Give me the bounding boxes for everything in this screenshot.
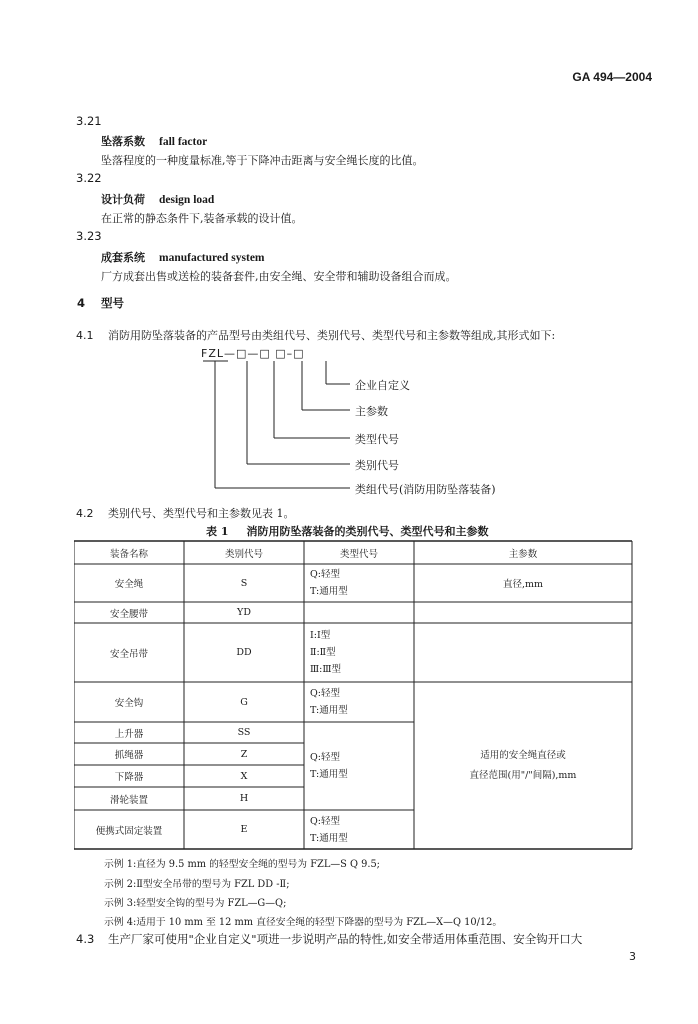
cell-code: S xyxy=(240,577,248,589)
table-caption xyxy=(206,523,488,539)
cell-code: DD xyxy=(236,647,252,658)
cell-param xyxy=(414,722,632,810)
cell-code: YD xyxy=(237,607,251,618)
cell-name: 上升器 xyxy=(114,728,144,740)
term-number: 3.21 xyxy=(76,114,102,128)
term-en: design load xyxy=(159,194,215,206)
cell-code: Z xyxy=(240,748,248,760)
type-line: Q:轻型 xyxy=(310,569,340,580)
type-line: Q:轻型 xyxy=(310,688,340,699)
cell-code: X xyxy=(240,770,248,782)
type-line: Q:轻型 xyxy=(310,815,340,827)
cell-type xyxy=(310,623,414,682)
term-definition: 坠落程度的一种度量标准,等于下降冲击距离与安全绳长度的比值。 xyxy=(101,154,424,167)
standard-number: GA 494—2004 xyxy=(572,70,652,84)
page-number: 3 xyxy=(629,950,636,963)
form-label: 类型代号 xyxy=(355,433,399,446)
param-line: 直径范围(用"/"间隔),mm xyxy=(469,770,577,781)
cell-code: E xyxy=(240,824,248,835)
term-number: 3.23 xyxy=(76,229,102,243)
section-number: 4 xyxy=(77,296,86,310)
type-line: Q:轻型 xyxy=(310,752,340,763)
form-label: 类组代号(消防用防坠落装备) xyxy=(355,483,496,496)
example: 示例 3:轻型安全钩的型号为 FZL—G—Q; xyxy=(104,898,287,909)
cell-type xyxy=(310,722,414,810)
cell-name: 抓绳器 xyxy=(114,750,144,761)
clause-4-2 xyxy=(76,505,295,521)
cell-type xyxy=(310,564,414,602)
term-definition: 厂方成套出售或送检的装备套件,由安全绳、安全带和辅助设备组合而成。 xyxy=(101,270,457,283)
section-title: 型号 xyxy=(101,296,125,310)
cell-name: 便携式固定装置 xyxy=(95,825,163,837)
header-category-code: 类别代号 xyxy=(224,548,263,560)
header-type-code: 类型代号 xyxy=(339,548,378,560)
table-title: 消防用防坠落装备的类别代号、类型代号和主参数 xyxy=(246,525,489,538)
table-number: 表 1 xyxy=(206,525,229,538)
type-line: T:通用型 xyxy=(310,705,348,716)
clause-text: 消防用防坠落装备的产品型号由类组代号、类别代号、类型代号和主参数等组成,其形式如下: xyxy=(108,329,556,342)
term-definition: 在正常的静态条件下,装备承载的设计值。 xyxy=(101,212,303,225)
cell-name: 安全腰带 xyxy=(109,608,148,620)
cell-code: SS xyxy=(237,727,251,738)
type-line: T:通用型 xyxy=(310,832,348,844)
clause-number: 4.2 xyxy=(76,507,94,520)
clause-number: 4.1 xyxy=(76,329,94,342)
clause-4-3 xyxy=(76,931,582,947)
model-code-form: FZL—□—□ □–□ xyxy=(201,347,305,360)
type-line: Ⅱ:Ⅱ型 xyxy=(310,647,336,658)
form-label: 企业自定义 xyxy=(355,379,410,392)
term-en: manufactured system xyxy=(159,252,265,264)
term-number: 3.22 xyxy=(76,171,102,185)
example: 示例 2:Ⅱ型安全吊带的型号为 FZL DD -Ⅱ; xyxy=(104,879,290,890)
clause-number: 4.3 xyxy=(76,932,95,946)
type-line: T:通用型 xyxy=(310,769,348,780)
type-line: T:通用型 xyxy=(310,586,348,597)
cell-type xyxy=(310,682,414,722)
clause-text: 类别代号、类型代号和主参数见表 1。 xyxy=(108,507,295,520)
clause-text: 生产厂家可使用"企业自定义"项进一步说明产品的特性,如安全带适用体重范围、安全钩开口大 xyxy=(108,932,583,946)
param-line: 适用的安全绳直径或 xyxy=(480,750,566,761)
cell-name: 滑轮装置 xyxy=(109,794,148,806)
term-zh: 设计负荷 xyxy=(101,193,145,206)
form-label: 类别代号 xyxy=(355,459,399,472)
cell-param: 直径,mm xyxy=(502,579,544,590)
cell-name: 下降器 xyxy=(114,772,144,783)
cell-code: G xyxy=(240,696,248,708)
term-zh: 坠落系数 xyxy=(101,135,145,148)
term-en: fall factor xyxy=(159,136,208,148)
example: 示例 1:直径为 9.5 mm 的轻型安全绳的型号为 FZL—S Q 9.5; xyxy=(104,859,380,870)
term-zh: 成套系统 xyxy=(101,251,145,264)
cell-name: 安全钩 xyxy=(114,698,144,709)
cell-code: H xyxy=(239,793,249,804)
form-label: 主参数 xyxy=(355,405,388,418)
example: 示例 4:适用于 10 mm 至 12 mm 直径安全绳的轻型下降器的型号为 FZL—X—Q 10/12。 xyxy=(104,917,503,928)
header-equipment-name: 装备名称 xyxy=(109,548,148,560)
cell-type xyxy=(310,810,414,849)
cell-name: 安全绳 xyxy=(114,579,144,590)
header-main-parameter: 主参数 xyxy=(508,548,538,560)
type-line: Ⅲ:Ⅲ型 xyxy=(310,664,342,675)
type-line: Ⅰ:Ⅰ型 xyxy=(310,630,331,641)
cell-name: 安全吊带 xyxy=(109,648,148,660)
